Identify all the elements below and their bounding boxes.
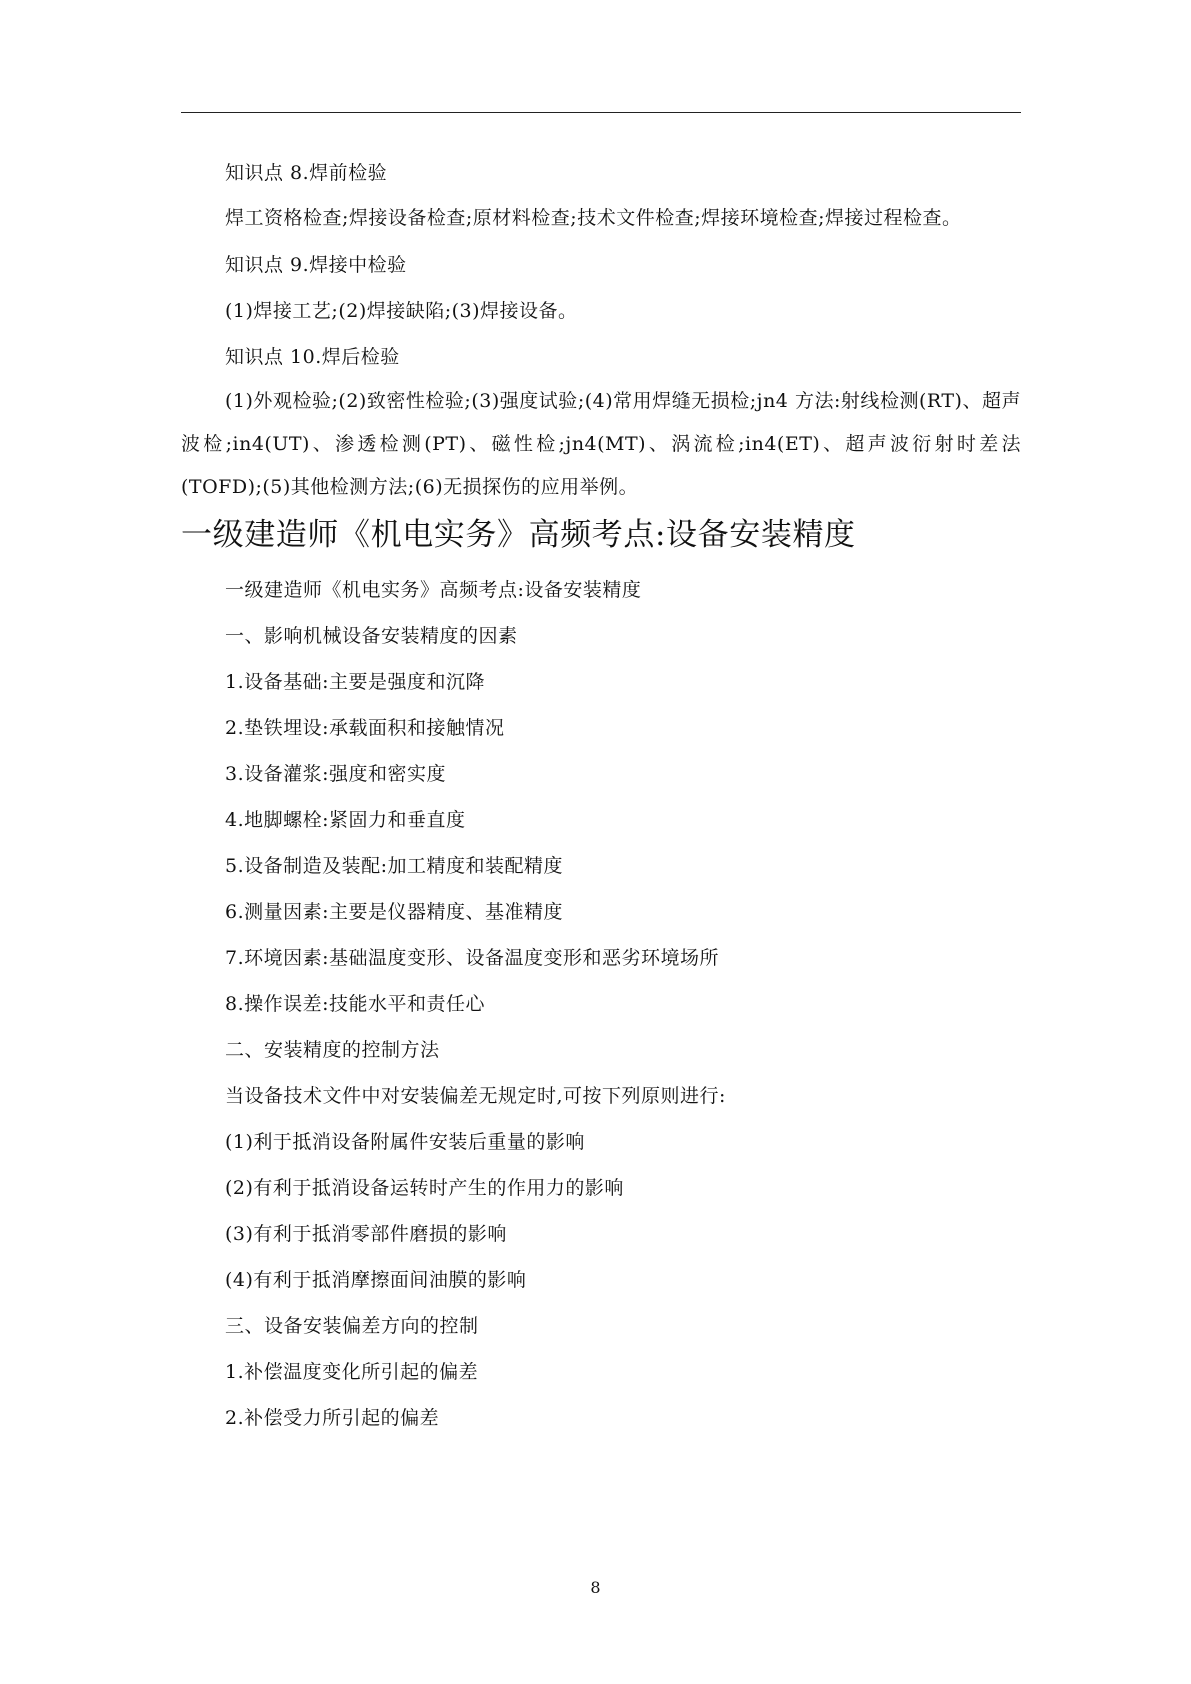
list-item: (1)利于抵消设备附属件安装后重量的影响 [225,1131,585,1153]
paragraph-kp9-title: 知识点 9.焊接中检验 [225,254,407,276]
paragraph-kp10-body: (1)外观检验;(2)致密性检验;(3)强度试验;(4)常用焊缝无损检;jn4 方法:射线检测(RT)、超声波检;in4(UT)、渗透检测(PT)、磁性检;jn4(MT)、涡流检;in4(ET)、超声波衍射时差法(TOFD);(5)其他检测方法;(6)无损探伤的应用举例。 [181,390,1021,498]
paragraph-principle: 当设备技术文件中对安装偏差无规定时,可按下列原则进行: [225,1085,726,1107]
list-item: 8.操作误差:技能水平和责任心 [225,993,486,1015]
document-body [181,150,1021,1441]
list-item: 5.设备制造及装配:加工精度和装配精度 [225,855,564,877]
list-item: (2)有利于抵消设备运转时产生的作用力的影响 [225,1177,624,1199]
list-item: 1.补偿温度变化所引起的偏差 [225,1361,479,1383]
paragraph-kp9-body: (1)焊接工艺;(2)焊接缺陷;(3)焊接设备。 [225,300,578,322]
list-item: (3)有利于抵消零部件磨损的影响 [225,1223,507,1245]
list-item: 3.设备灌浆:强度和密实度 [225,763,447,785]
list-item: 7.环境因素:基础温度变形、设备温度变形和恶劣环境场所 [225,947,720,969]
paragraph-kp10-title: 知识点 10.焊后检验 [225,346,400,368]
paragraph-section-3: 三、设备安装偏差方向的控制 [225,1315,479,1337]
paragraph-subtitle: 一级建造师《机电实务》高频考点:设备安装精度 [225,579,642,601]
header-rule [181,112,1021,113]
section-heading: 一级建造师《机电实务》高频考点:设备安装精度 [181,517,856,553]
list-item: 2.补偿受力所引起的偏差 [225,1407,440,1429]
list-item: 4.地脚螺栓:紧固力和垂直度 [225,809,466,831]
list-item: 1.设备基础:主要是强度和沉降 [225,671,486,693]
page-number: 8 [590,1578,601,1597]
paragraph-section-2: 二、安装精度的控制方法 [225,1039,440,1061]
list-item: 6.测量因素:主要是仪器精度、基准精度 [225,901,564,923]
paragraph-kp8-title: 知识点 8.焊前检验 [225,162,388,184]
paragraph-section-1: 一、影响机械设备安装精度的因素 [225,625,518,647]
paragraph-kp8-body: 焊工资格检查;焊接设备检查;原材料检查;技术文件检查;焊接环境检查;焊接过程检查。 [225,207,962,229]
list-item: (4)有利于抵消摩擦面间油膜的影响 [225,1269,527,1291]
list-item: 2.垫铁埋设:承载面积和接触情况 [225,717,505,739]
